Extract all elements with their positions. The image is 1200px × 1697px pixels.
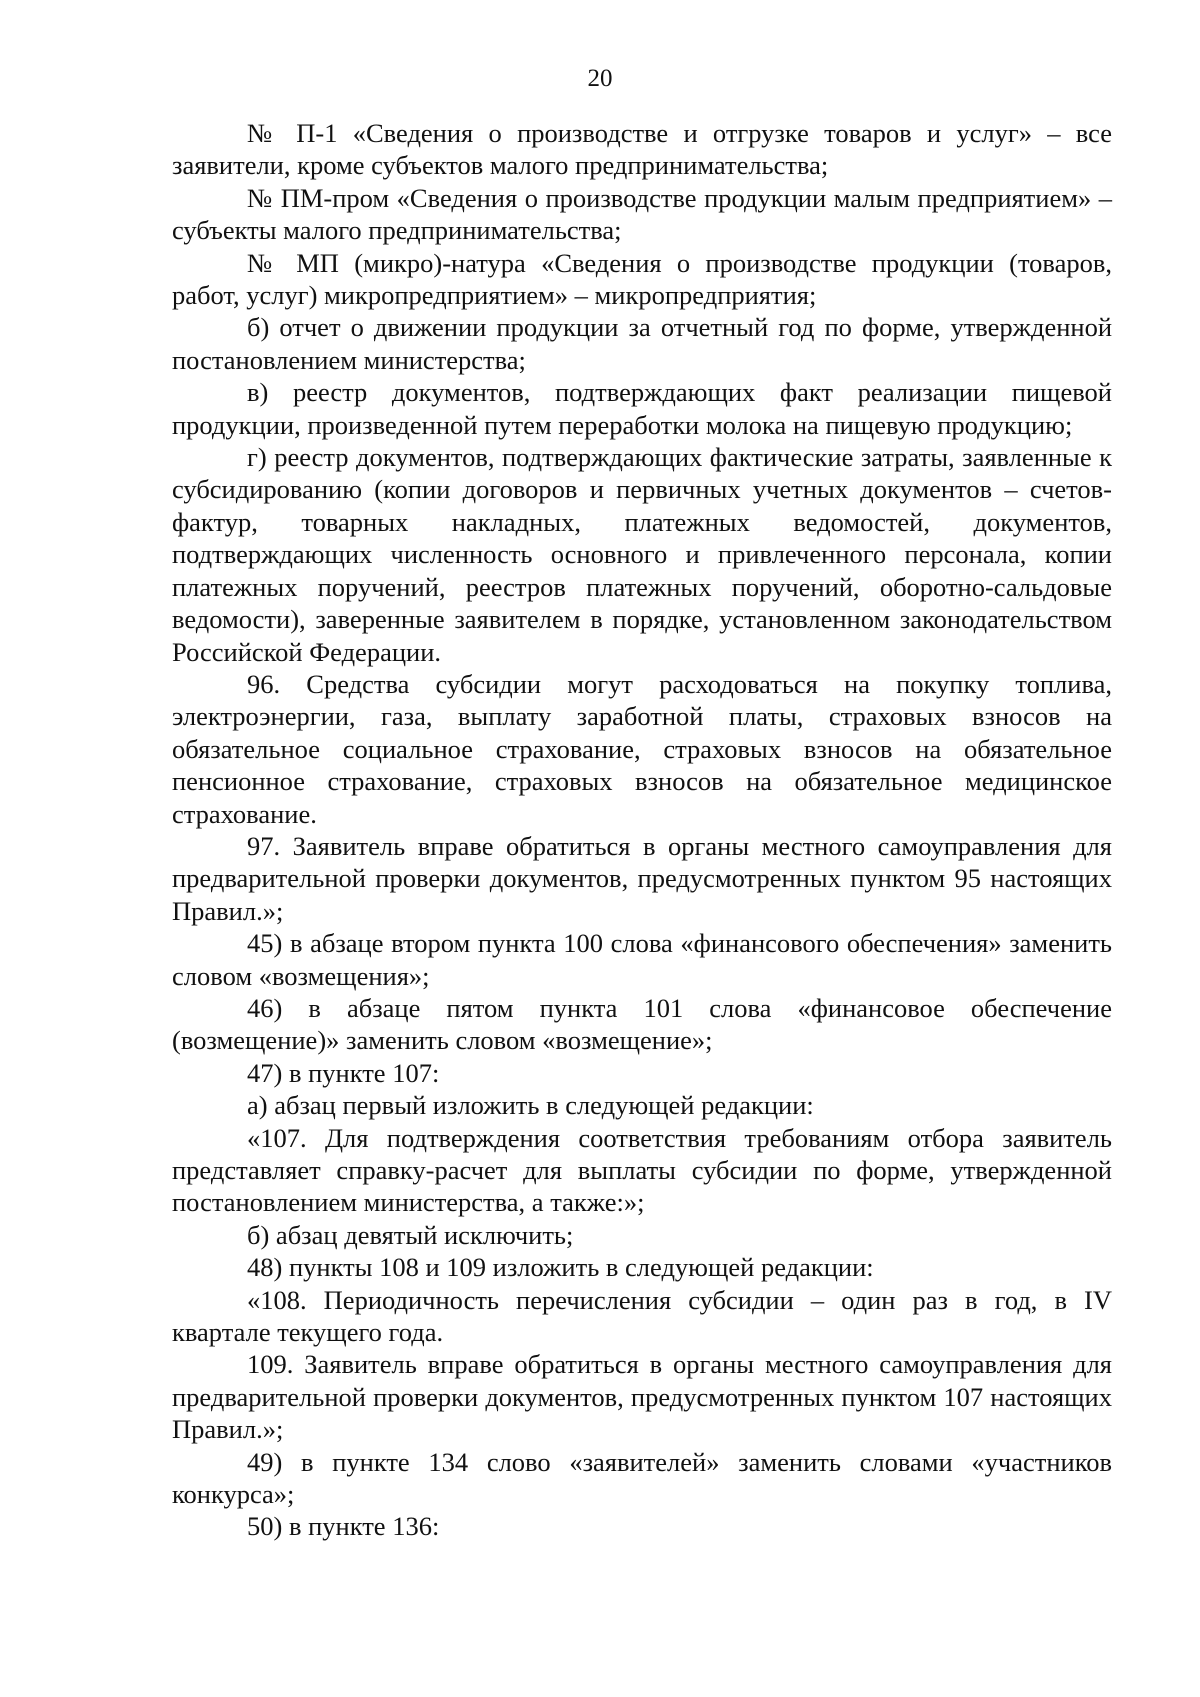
page-number: 20 [587,65,613,92]
paragraph-amendment-46: 46) в абзаце пятом пункта 101 слова «финансовое обеспечение (возмещение)» заменить словом «возмещение»; [172,992,1112,1056]
paragraph-form-p1: № П-1 «Сведения о производстве и отгрузке товаров и услуг» – все заявители, кроме субъектов малого предпринимательства; [172,118,1112,181]
paragraph-amendment-47-b: б) абзац девятый исключить; [247,1219,574,1250]
paragraph-amendment-50: 50) в пункте 136: [247,1511,440,1542]
paragraph-item-g-registry: г) реестр документов, подтверждающих фактические затраты, заявленные к субсидированию (копии договоров и первичных учетных документов – счетов-фактур, товарных накладных, платежных ведомостей, документов, подтверждающих численность основного и привлеченного персонала, копии платежных поручений, реестров платежных поручений, оборотно-сальдовые ведомости), заверенные заявителем в порядке, установленном законодательством Российской Федерации. [172,442,1112,667]
paragraph-amendment-49: 49) в пункте 134 слово «заявителей» заменить словами «участников конкурса»; [172,1446,1112,1510]
paragraph-amendment-47-a: а) абзац первый изложить в следующей редакции: [247,1090,814,1121]
paragraph-amendment-47: 47) в пункте 107: [247,1057,440,1088]
document-body [172,117,1112,1543]
paragraph-item-v-registry: в) реестр документов, подтверждающих факт реализации пищевой продукции, произведенной путем переработки молока на пищевую продукцию; [172,377,1112,440]
paragraph-clause-97: 97. Заявитель вправе обратиться в органы местного самоуправления для предварительной проверки документов, предусмотренных пунктом 95 настоящих Правил.»; [172,830,1112,926]
paragraph-form-mp-micro: № МП (микро)-натура «Сведения о производстве продукции (товаров, работ, услуг) микропредприятием» – микропредприятия; [172,247,1112,311]
paragraph-amendment-48: 48) пункты 108 и 109 изложить в следующей редакции: [247,1252,874,1283]
paragraph-form-pm-prom: № ПМ-пром «Сведения о производстве продукции малым предприятием» – субъекты малого предпринимательства; [172,182,1112,246]
paragraph-item-b-report: б) отчет о движении продукции за отчетный год по форме, утвержденной постановлением министерства; [172,312,1112,375]
paragraph-clause-96: 96. Средства субсидии могут расходоваться на покупку топлива, электроэнергии, газа, выплату заработной платы, страховых взносов на обязательное социальное страхование, страховых взносов на обязательное пенсионное страхование, страховых взносов на обязательное медицинское страхование. [172,668,1112,829]
paragraph-amendment-45: 45) в абзаце втором пункта 100 слова «финансового обеспечения» заменить словом «возмещения»; [172,928,1112,991]
paragraph-clause-108: «108. Периодичность перечисления субсидии – один раз в год, в IV квартале текущего года. [172,1284,1112,1348]
paragraph-clause-107: «107. Для подтверждения соответствия требованиям отбора заявитель представляет справку-расчет для выплаты субсидии по форме, утвержденной постановлением министерства, а также:»; [172,1122,1112,1218]
paragraph-clause-109: 109. Заявитель вправе обратиться в органы местного самоуправления для предварительной проверки документов, предусмотренных пунктом 107 настоящих Правил.»; [172,1349,1112,1445]
